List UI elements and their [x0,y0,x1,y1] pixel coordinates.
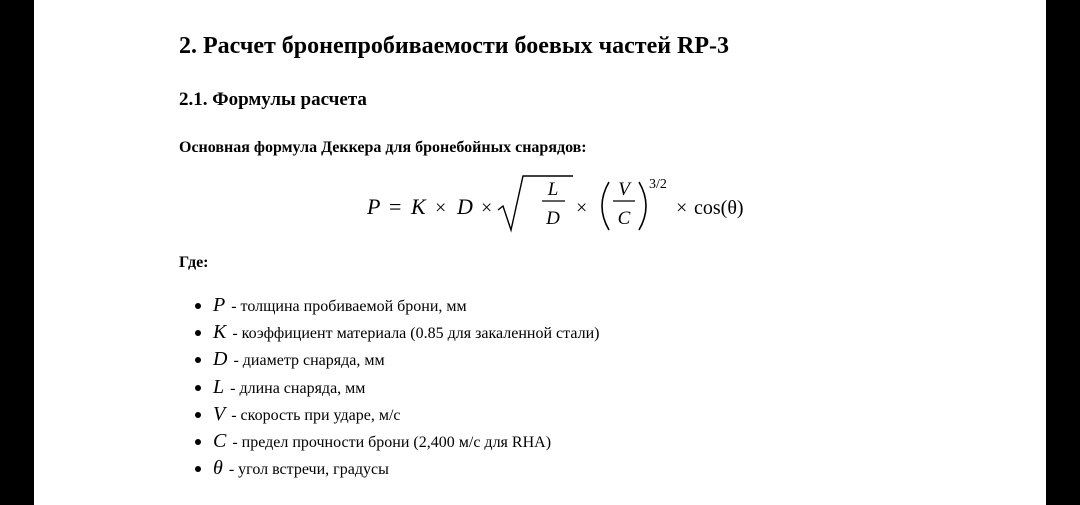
list-item [179,428,599,455]
definition-symbol: D [213,348,228,371]
bullet-icon [195,466,201,472]
frac2-numerator: V [618,179,630,200]
formula-times-1: × [435,197,447,219]
definition-symbol: V [213,402,226,425]
bullet-icon [195,439,201,445]
section-heading: 2. Расчет бронепробиваемости боевых частей RP-3 [179,33,730,59]
formula-d: D [457,194,473,219]
definition-text: - длина снаряда, мм [226,379,366,397]
right-paren [639,182,646,230]
subsection-heading: 2.1. Формулы расчета [179,89,367,110]
bullet-icon [195,357,201,363]
list-item [179,455,599,482]
formula-lhs: P [367,194,381,219]
document-page [34,0,1046,505]
sqrt-radical [498,176,573,230]
bullet-icon [195,412,201,418]
formula-times-2: × [481,197,493,219]
formula-cos: cos(θ) [694,197,744,219]
list-item [179,401,599,428]
definition-symbol: θ [213,457,223,480]
formula-times-4: × [676,197,688,219]
bullet-icon [195,385,201,391]
list-item [179,374,599,401]
definition-text: - диаметр снаряда, мм [229,352,385,370]
formula-exponent: 3/2 [649,177,667,192]
left-paren [602,182,609,230]
definition-text: - толщина пробиваемой брони, мм [227,298,467,315]
definitions-list [179,292,599,482]
list-item [179,319,599,346]
frac1-numerator: L [547,179,559,200]
list-item [179,346,599,373]
bullet-icon [195,303,201,309]
formula-equals: = [389,194,402,219]
definition-text: - угол встречи, градусы [224,461,389,479]
decker-formula [359,168,744,240]
frac2-denominator: C [617,208,631,229]
formula-intro: Основная формула Деккера для бронебойных снарядов: [179,139,587,156]
definition-symbol: P [213,294,226,316]
bullet-icon [195,330,201,336]
definition-symbol: K [213,321,227,344]
definition-symbol: C [213,429,227,452]
list-item [179,292,599,319]
definition-text: - предел прочности брони (2,400 м/с для RHA) [228,433,552,451]
formula-k: K [411,194,426,219]
where-label: Где: [179,254,209,271]
definition-text: - коэффициент материала (0.85 для закаленной стали) [228,325,600,343]
definition-symbol: L [213,375,225,398]
frac1-denominator: D [546,208,560,229]
definition-text: - скорость при ударе, м/с [227,406,401,424]
formula-times-3: × [576,197,588,219]
